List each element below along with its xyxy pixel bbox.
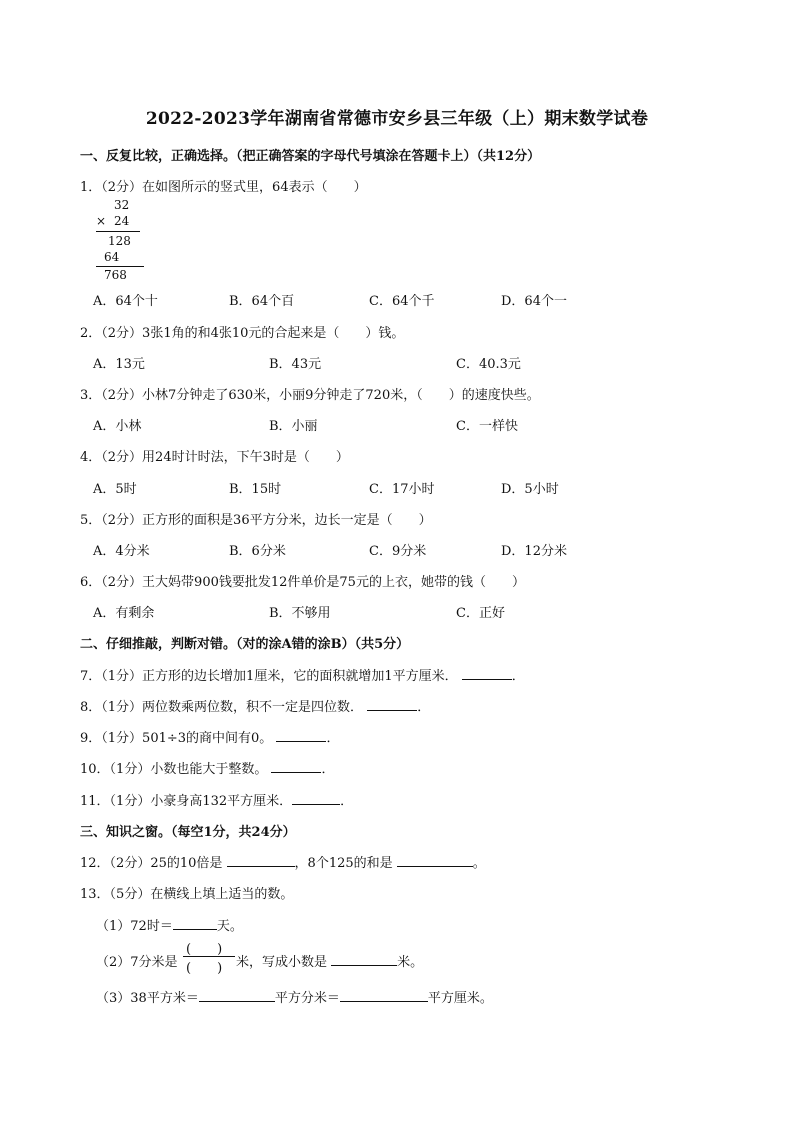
- calc-partial-1: 128: [108, 234, 131, 248]
- question-5: 5．（2分）正方形的面积是36平方分米，边长一定是（ ）: [80, 513, 432, 528]
- calc-rule-1: [96, 231, 140, 232]
- q13-part-1: [96, 915, 243, 934]
- q11-answer-blank[interactable]: [292, 792, 340, 805]
- calc-multiplier: 24: [114, 214, 130, 228]
- q11-text: 11．（1分）小豪身高132平方厘米．: [80, 794, 293, 809]
- q7-text: 7．（1分）正方形的边长增加1厘米，它的面积就增加1平方厘米．: [80, 669, 458, 684]
- question-11: [80, 790, 353, 809]
- q10-answer-blank[interactable]: [271, 760, 321, 773]
- q3-option-a[interactable]: A．小林: [93, 419, 142, 434]
- q4-option-a[interactable]: A．5时: [93, 482, 137, 497]
- question-4: 4．（2分）用24时计时法，下午3时是（ ）: [80, 450, 349, 465]
- q12-answer-blank-1[interactable]: [227, 854, 295, 867]
- q5-option-d[interactable]: D．12分米: [501, 544, 567, 559]
- q13-p2-text-a: （2）7分米是: [96, 955, 178, 970]
- question-9: [80, 727, 339, 746]
- section-1-heading: 一、反复比较，正确选择。（把正确答案的字母代号填涂在答题卡上）（共12分）: [80, 149, 541, 164]
- q13-p3-text-a: （3）38平方米＝: [96, 991, 199, 1006]
- q13-p3-text-b: 平方分米＝: [274, 991, 340, 1006]
- calc-partial-2: 64: [104, 250, 120, 264]
- q2-option-b[interactable]: B．43元: [269, 357, 322, 372]
- vertical-multiplication: [96, 198, 146, 284]
- question-12: [80, 852, 486, 871]
- q2-option-a[interactable]: A．13元: [93, 357, 145, 372]
- q3-option-c[interactable]: C．一样快: [456, 419, 518, 434]
- question-8: [80, 696, 430, 715]
- q13-p2-text-b: 米，写成小数是: [236, 955, 328, 970]
- q13-p2-answer-blank[interactable]: [331, 953, 397, 966]
- q8-answer-blank[interactable]: [367, 698, 417, 711]
- q8-text: 8．（1分）两位数乘两位数，积不一定是四位数．: [80, 700, 364, 715]
- q6-option-c[interactable]: C．正好: [456, 606, 505, 621]
- fraction-numerator[interactable]: ( ): [186, 942, 223, 957]
- q12-answer-blank-2[interactable]: [397, 854, 473, 867]
- section-3-heading: 三、知识之窗。（每空1分，共24分）: [80, 825, 296, 840]
- q5-option-b[interactable]: B．6分米: [229, 544, 286, 559]
- section-2-heading: 二、仔细推敲，判断对错。（对的涂A错的涂B）（共5分）: [80, 637, 410, 652]
- q12-text-a: 12．（2分）25的10倍是: [80, 856, 223, 871]
- q9-answer-blank[interactable]: [276, 729, 326, 742]
- q5-option-a[interactable]: A．4分米: [93, 544, 150, 559]
- q9-end: ．: [326, 731, 340, 746]
- q13-p1-text-b: 天。: [216, 919, 243, 934]
- fraction-denominator[interactable]: ( ): [186, 961, 223, 976]
- q1-option-b[interactable]: B．64个百: [229, 294, 295, 309]
- question-1: 1．（2分）在如图所示的竖式里，64表示（ ）: [80, 180, 367, 195]
- q10-end: ．: [321, 762, 335, 777]
- question-3: 3．（2分）小林7分钟走了630米，小丽9分钟走了720米，（ ）的速度快些。: [80, 388, 540, 403]
- question-7: [80, 665, 525, 684]
- question-2: 2．（2分）3张1角的和4张10元的合起来是（ ）钱。: [80, 326, 405, 341]
- q13-p1-answer-blank[interactable]: [173, 917, 217, 930]
- q1-option-d[interactable]: D．64个一: [501, 294, 567, 309]
- question-10: [80, 758, 334, 777]
- q13-p2-text-c: 米。: [397, 955, 424, 970]
- q7-end: ．: [511, 669, 525, 684]
- calc-operator: ×: [96, 214, 107, 228]
- q11-end: ．: [340, 794, 354, 809]
- calc-rule-2: [96, 266, 144, 267]
- q13-part-3: [96, 987, 493, 1006]
- q4-option-d[interactable]: D．5小时: [501, 482, 559, 497]
- q4-option-b[interactable]: B．15时: [229, 482, 282, 497]
- q1-option-a[interactable]: A．64个十: [93, 294, 158, 309]
- q5-option-c[interactable]: C．9分米: [369, 544, 427, 559]
- page-title: 2022-2023学年湖南省常德市安乡县三年级（上）期末数学试卷: [145, 109, 649, 129]
- q6-option-b[interactable]: B．不够用: [269, 606, 331, 621]
- q7-answer-blank[interactable]: [462, 667, 512, 680]
- q9-text: 9．（1分）501÷3的商中间有0。: [80, 731, 273, 746]
- q12-text-c: 。: [472, 856, 486, 871]
- q10-text: 10．（1分）小数也能大于整数。: [80, 762, 268, 777]
- calc-multiplicand: 32: [114, 198, 130, 212]
- question-13: 13．（5分）在横线上填上适当的数。: [80, 887, 294, 902]
- q13-p3-answer-blank-2[interactable]: [340, 989, 428, 1002]
- calc-result: 768: [104, 268, 127, 282]
- q13-part-2-rest: [236, 951, 423, 970]
- q2-option-c[interactable]: C．40.3元: [456, 357, 521, 372]
- q1-option-c[interactable]: C．64个千: [369, 294, 435, 309]
- q4-option-c[interactable]: C．17小时: [369, 482, 435, 497]
- q6-option-a[interactable]: A．有剩余: [93, 606, 155, 621]
- q8-end: ．: [417, 700, 431, 715]
- q13-p1-text-a: （1）72时＝: [96, 919, 173, 934]
- question-6: 6．（2分）王大妈带900钱要批发12件单价是75元的上衣，她带的钱（ ）: [80, 575, 525, 590]
- q3-option-b[interactable]: B．小丽: [269, 419, 318, 434]
- q13-p3-text-c: 平方厘米。: [427, 991, 493, 1006]
- q13-p3-answer-blank-1[interactable]: [199, 989, 275, 1002]
- q12-text-b: ，8个125的和是: [294, 856, 393, 871]
